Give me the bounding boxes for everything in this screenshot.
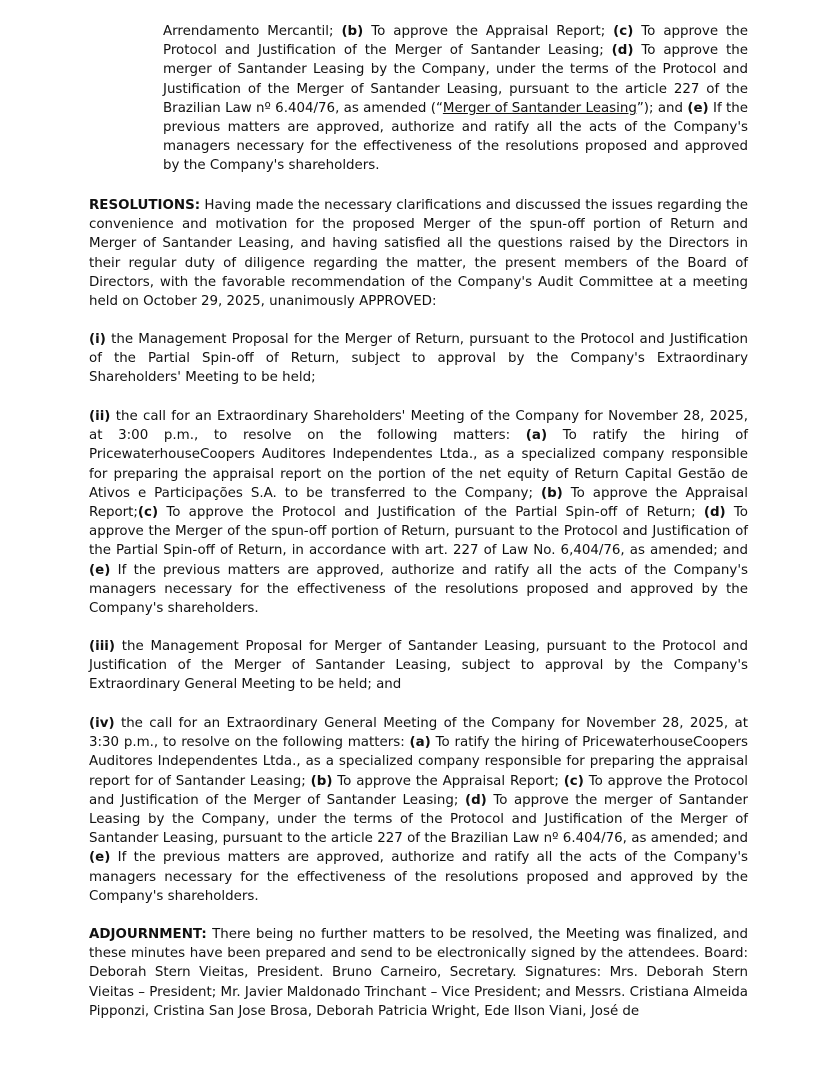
resolution-item-i [89, 330, 748, 388]
text-run: If the previous matters are approved, authorize and ratify all the acts of the Company's managers necessary for the effectiveness of the resolutions proposed and approved by the Company's shareholders. [89, 850, 748, 904]
bold-run: (ii) [89, 409, 111, 424]
adjournment-paragraph [89, 925, 748, 1021]
underlined-term: Merger of Santander Leasing [442, 100, 637, 116]
intro-paragraph [163, 22, 748, 176]
bold-run: (a) [525, 428, 548, 444]
resolution-item-ii [89, 407, 748, 618]
text-run: the Management Proposal for the Merger of Return, pursuant to the Protocol and Justification of the Partial Spin-off of Return, subject to approval by the Company's Extraordinary Shareholders' Meeting to be held; [89, 332, 748, 386]
bold-run: RESOLUTIONS: [89, 198, 201, 213]
bold-run: (c) [137, 505, 159, 521]
text-run: To approve the merger of Santander Leasing by the Company, under the terms of the Protocol and Justification of the Merger of Santander Leasing, pursuant to the article 227 of the Brazilian Law nº 6.404/76, as amended (“ [163, 43, 748, 116]
resolution-item-iv [89, 714, 748, 906]
bold-run: (i) [89, 332, 106, 347]
bold-run: (b) [310, 773, 333, 789]
text-run: To approve the Appraisal Report; [363, 24, 614, 39]
bold-run: (iii) [89, 639, 116, 654]
bold-run: (a) [409, 735, 431, 751]
text-run: There being no further matters to be resolved, the Meeting was finalized, and these minutes have been prepared and send to be electronically signed by the attendees. Board: Deborah Stern Vieitas, President. Bruno Carneiro, Secretary. Signatures: Mrs. Deborah Stern Vieitas – President; Mr. Javier Maldonado Trinchant – Vice President; and Messrs. Cristiana Almeida Pipponzi, Cristina San Jose Brosa, Deborah Patricia Wright, Ede Ilson Viani, José de [89, 927, 748, 1019]
bold-run: (b) [540, 485, 563, 501]
text-run: To approve the Appraisal Report; [89, 485, 748, 521]
text-run: To approve the merger of Santander Leasing by the Company, under the terms of the Protocol and Justification of the Merger of Santander Leasing, pursuant to the article 227 of the Brazilian Law nº 6.404/76, as amended; and [89, 792, 748, 847]
text-run: If the previous matters are approved, authorize and ratify all the acts of the Company's managers necessary for the effectiveness of the resolutions proposed and approved by the Company's shareholders. [89, 562, 748, 617]
bold-run: (d) [703, 505, 726, 521]
text-run: Arrendamento Mercantil; [163, 24, 342, 39]
resolution-item-iii [89, 637, 748, 695]
bold-run: (c) [613, 24, 634, 39]
bold-run: (e) [89, 562, 111, 578]
bold-run: (e) [89, 850, 111, 866]
text-run: Having made the necessary clarifications and discussed the issues regarding the convenience and motivation for the proposed Merger of the spun-off portion of Return and Merger of Santander Leasing, and having satisfied all the questions raised by the Directors in their regular duty of diligence regarding the matter, the present members of the Board of Directors, with the favorable recommendation of the Company's Audit Committee at a meeting held on October 29, 2025, unanimously APPROVED: [89, 198, 748, 310]
bold-run: (c) [563, 773, 584, 789]
text-run: To ratify the hiring of PricewaterhouseCoopers Auditores Independentes Ltda., as a specialized company responsible for preparing the appraisal report for of Santander Leasing; [89, 735, 748, 789]
text-run: ”); and [636, 100, 688, 116]
text-run: To approve the Appraisal Report; [332, 773, 564, 789]
resolutions-paragraph [89, 196, 748, 311]
bold-run: (iv) [89, 716, 115, 731]
text-run: the call for an Extraordinary Shareholders' Meeting of the Company for November 28, 2025, at 3:00 p.m., to resolve on the following matters: [89, 409, 748, 444]
text-run: To approve the Protocol and Justification of the Merger of Santander Leasing; [89, 773, 749, 808]
bold-run: ADJOURNMENT: [89, 927, 207, 942]
text-run: To approve the Protocol and Justification of the Merger of Santander Leasing; [163, 24, 749, 59]
bold-run: (b) [341, 24, 364, 39]
text-run: the Management Proposal for Merger of Santander Leasing, pursuant to the Protocol and Justification of the Merger of Santander Leasing, subject to approval by the Company's Extraordinary General Meeting to be held; and [89, 639, 748, 693]
bold-run: (e) [687, 100, 709, 116]
bold-run: (d) [611, 43, 634, 59]
bold-run: (d) [464, 792, 487, 808]
text-run: If the previous matters are approved, authorize and ratify all the acts of the Company's managers necessary for the effectiveness of the resolutions proposed and approved by the Company's shareholders. [163, 100, 748, 174]
text-run: To ratify the hiring of PricewaterhouseCoopers Auditores Independentes Ltda., as a specialized company responsible for preparing the appraisal report on the portion of the net equity of Return Capital Gestão de Ativos e Participações S.A. to be transferred to the Company; [89, 428, 748, 501]
text-run: To approve the Merger of the spun-off portion of Return, pursuant to the Protocol and Justification of the Partial Spin-off of Return, in accordance with art. 227 of Law No. 6,404/76, as amended; and [89, 505, 748, 559]
text-run: To approve the Protocol and Justification of the Partial Spin-off of Return; [158, 505, 704, 521]
text-run: the call for an Extraordinary General Meeting of the Company for November 28, 2025, at 3:30 p.m., to resolve on the following matters: [89, 716, 748, 751]
